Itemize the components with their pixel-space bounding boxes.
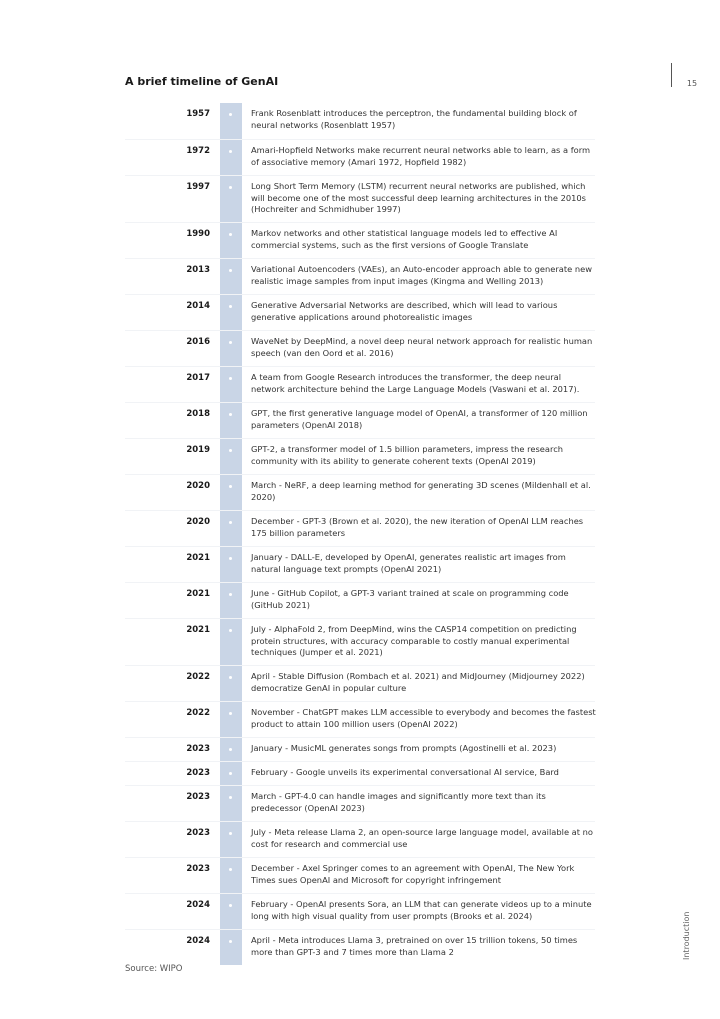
timeline-dot bbox=[229, 186, 232, 189]
timeline-dot bbox=[229, 712, 232, 715]
timeline-row bbox=[125, 438, 595, 475]
timeline-dot bbox=[229, 772, 232, 775]
timeline-dot bbox=[229, 676, 232, 679]
event-year: 1997 bbox=[186, 182, 210, 192]
event-year: 2019 bbox=[186, 445, 210, 455]
event-year: 2023 bbox=[186, 744, 210, 754]
event-year: 2024 bbox=[186, 936, 210, 946]
timeline-dot bbox=[229, 449, 232, 452]
timeline-row bbox=[125, 785, 595, 822]
timeline-row bbox=[125, 582, 595, 619]
event-description: WaveNet by DeepMind, a novel deep neural network approach for realistic human speech (van den Oord et al. 2016) bbox=[251, 336, 593, 358]
event-description: February - Google unveils its experimental conversational AI service, Bard bbox=[251, 767, 559, 777]
timeline-dot bbox=[229, 305, 232, 308]
event-year: 2020 bbox=[186, 517, 210, 527]
source-note: Source: WIPO bbox=[125, 964, 183, 974]
section-label: Introduction bbox=[682, 911, 691, 960]
timeline-dot bbox=[229, 868, 232, 871]
timeline-dot bbox=[229, 269, 232, 272]
event-year: 1990 bbox=[186, 229, 210, 239]
event-year: 2023 bbox=[186, 828, 210, 838]
timeline-dot bbox=[229, 593, 232, 596]
event-description: July - AlphaFold 2, from DeepMind, wins the CASP14 competition on predicting protein structures, with accuracy comparable to costly manual experimental techniques (Jumper et al. 2021) bbox=[251, 624, 577, 658]
timeline-dot bbox=[229, 796, 232, 799]
timeline-dot bbox=[229, 940, 232, 943]
event-description: Generative Adversarial Networks are described, which will lead to various generative applications around photorealistic images bbox=[251, 300, 558, 322]
timeline-dot bbox=[229, 413, 232, 416]
timeline-row bbox=[125, 857, 595, 894]
timeline-row bbox=[125, 761, 595, 786]
event-description: Frank Rosenblatt introduces the perceptron, the fundamental building block of neural networks (Rosenblatt 1957) bbox=[251, 108, 577, 130]
timeline-row bbox=[125, 474, 595, 511]
timeline-dot bbox=[229, 904, 232, 907]
timeline-dot bbox=[229, 748, 232, 751]
timeline-row bbox=[125, 222, 595, 259]
timeline-row bbox=[125, 175, 595, 223]
timeline-row bbox=[125, 366, 595, 403]
event-description: April - Meta introduces Llama 3, pretrained on over 15 trillion tokens, 50 times more than GPT-3 and 7 times more than Llama 2 bbox=[251, 935, 578, 957]
event-year: 2022 bbox=[186, 708, 210, 718]
event-year: 2014 bbox=[186, 301, 210, 311]
timeline-dot bbox=[229, 377, 232, 380]
event-year: 2021 bbox=[186, 589, 210, 599]
event-description: GPT-2, a transformer model of 1.5 billion parameters, impress the research community with its ability to generate coherent texts (OpenAI 2019) bbox=[251, 444, 564, 466]
timeline-dot bbox=[229, 233, 232, 236]
event-year: 2023 bbox=[186, 792, 210, 802]
event-description: June - GitHub Copilot, a GPT-3 variant trained at scale on programming code (GitHub 2021) bbox=[251, 588, 569, 610]
timeline bbox=[125, 103, 595, 965]
event-description: December - GPT-3 (Brown et al. 2020), the new iteration of OpenAI LLM reaches 175 billion parameters bbox=[251, 516, 584, 538]
event-year: 2023 bbox=[186, 864, 210, 874]
event-description: Amari-Hopfield Networks make recurrent neural networks able to learn, as a form of associative memory (Amari 1972, Hopfield 1982) bbox=[251, 145, 591, 167]
page-number: 15 bbox=[686, 79, 698, 88]
event-description: Long Short Term Memory (LSTM) recurrent neural networks are published, which will become one of the most successful deep learning architectures in the 2010s (Hochreiter and Schmidhuber 1997) bbox=[251, 181, 587, 215]
timeline-row bbox=[125, 737, 595, 762]
timeline-row bbox=[125, 402, 595, 439]
event-description: July - Meta release Llama 2, an open-source large language model, available at no cost for research and commercial use bbox=[251, 827, 593, 849]
event-year: 2016 bbox=[186, 337, 210, 347]
event-description: April - Stable Diffusion (Rombach et al. 2021) and MidJourney (Midjourney 2022) democratize GenAI in popular culture bbox=[251, 671, 585, 693]
timeline-row bbox=[125, 929, 595, 966]
timeline-dot bbox=[229, 629, 232, 632]
event-description: A team from Google Research introduces the transformer, the deep neural network architecture behind the Large Language Models (Vaswani et al. 2017). bbox=[251, 372, 580, 394]
timeline-row bbox=[125, 139, 595, 176]
event-description: March - GPT-4.0 can handle images and significantly more text than its predecessor (OpenAI 2023) bbox=[251, 791, 546, 813]
event-year: 2013 bbox=[186, 265, 210, 275]
timeline-dot bbox=[229, 113, 232, 116]
timeline-dot bbox=[229, 832, 232, 835]
timeline-row bbox=[125, 893, 595, 930]
event-description: January - MusicML generates songs from prompts (Agostinelli et al. 2023) bbox=[251, 743, 557, 753]
header-divider bbox=[671, 63, 672, 87]
timeline-dot bbox=[229, 341, 232, 344]
timeline-row bbox=[125, 821, 595, 858]
timeline-row bbox=[125, 546, 595, 583]
timeline-row bbox=[125, 294, 595, 331]
timeline-dot bbox=[229, 557, 232, 560]
timeline-dot bbox=[229, 521, 232, 524]
event-description: February - OpenAI presents Sora, an LLM that can generate videos up to a minute long with high visual quality from user prompts (Brooks et al. 2024) bbox=[251, 899, 592, 921]
event-description: November - ChatGPT makes LLM accessible to everybody and becomes the fastest product to attain 100 million users (OpenAI 2022) bbox=[251, 707, 596, 729]
timeline-row bbox=[125, 701, 595, 738]
event-description: December - Axel Springer comes to an agreement with OpenAI, The New York Times sues OpenAI and Microsoft for copyright infringement bbox=[251, 863, 575, 885]
event-year: 2023 bbox=[186, 768, 210, 778]
event-description: GPT, the first generative language model of OpenAI, a transformer of 120 million parameters (OpenAI 2018) bbox=[251, 408, 588, 430]
event-year: 2020 bbox=[186, 481, 210, 491]
event-year: 1957 bbox=[186, 109, 210, 119]
event-year: 2018 bbox=[186, 409, 210, 419]
event-year: 2021 bbox=[186, 625, 210, 635]
event-description: March - NeRF, a deep learning method for generating 3D scenes (Mildenhall et al. 2020) bbox=[251, 480, 591, 502]
event-description: January - DALL-E, developed by OpenAI, generates realistic art images from natural language text prompts (OpenAI 2021) bbox=[251, 552, 566, 574]
timeline-dot bbox=[229, 485, 232, 488]
timeline-row bbox=[125, 103, 595, 139]
timeline-row bbox=[125, 330, 595, 367]
event-description: Variational Autoencoders (VAEs), an Auto-encoder approach able to generate new realistic image samples from input images (Kingma and Welling 2013) bbox=[251, 264, 592, 286]
event-year: 2022 bbox=[186, 672, 210, 682]
timeline-dot bbox=[229, 150, 232, 153]
page-title: A brief timeline of GenAI bbox=[125, 75, 279, 88]
event-year: 2024 bbox=[186, 900, 210, 910]
timeline-row bbox=[125, 258, 595, 295]
timeline-row bbox=[125, 510, 595, 547]
timeline-row bbox=[125, 618, 595, 666]
event-description: Markov networks and other statistical language models led to effective AI commercial systems, such as the first versions of Google Translate bbox=[251, 228, 558, 250]
timeline-row bbox=[125, 665, 595, 702]
event-year: 1972 bbox=[186, 146, 210, 156]
event-year: 2021 bbox=[186, 553, 210, 563]
event-year: 2017 bbox=[186, 373, 210, 383]
